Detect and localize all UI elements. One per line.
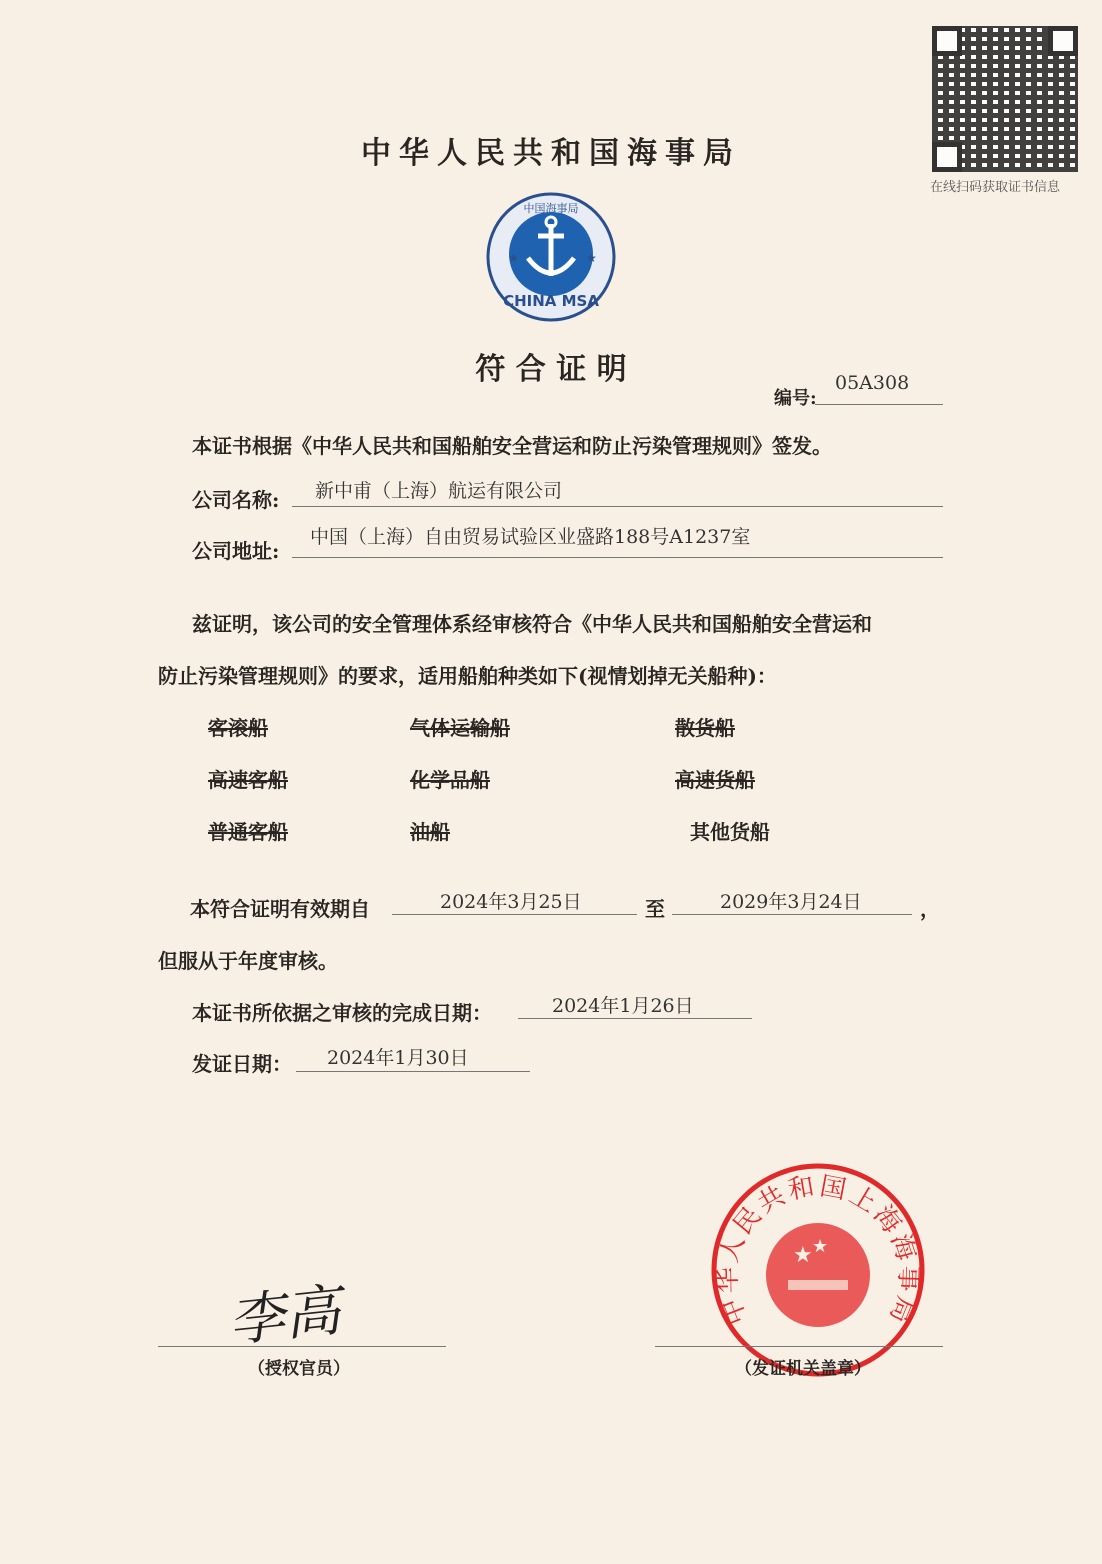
china-msa-logo [486,192,616,322]
audit-completion-date: 2024年1月26日 [552,995,694,1017]
ship-type: 其他货船 [690,820,770,844]
company-address: 中国（上海）自由贸易试验区业盛路188号A1237室 [310,526,751,548]
svg-text:★: ★ [586,251,597,265]
svg-text:★: ★ [812,1236,829,1257]
validity-suffix: 但服从于年度审核。 [158,949,338,973]
ship-type: 化学品船 [410,768,490,792]
officer-signature: 李高 [225,1278,344,1355]
ship-type: 散货船 [675,716,735,740]
valid-from-date: 2024年3月25日 [440,891,582,913]
intro-text: 本证书根据《中华人民共和国船舶安全营运和防止污染管理规则》签发。 [192,434,832,458]
qr-caption: 在线扫码获取证书信息 [930,180,1061,195]
issuing-authority: 中华人民共和国海事局 [361,136,741,171]
company-name: 新中甫（上海）航运有限公司 [315,480,563,502]
svg-text:★: ★ [508,251,519,265]
statement-line-2: 防止污染管理规则》的要求，适用船舶种类如下(视情划掉无关船种)： [158,664,777,688]
certificate-title: 符 合 证 明 [475,352,627,387]
company-address-label: 公司地址: [192,539,280,563]
issue-date-label: 发证日期： [192,1052,292,1076]
audit-date-label: 本证书所依据之审核的完成日期： [192,1001,492,1025]
ship-type: 高速客船 [208,768,288,792]
officer-caption: （授权官员） [248,1359,350,1379]
validity-to-label: 至 [645,897,665,921]
seal-text: 中华人民共和国上海海事局 [712,1171,924,1331]
validity-prefix: 本符合证明有效期自 [190,897,370,921]
valid-to-date: 2029年3月24日 [720,891,862,913]
ship-type: 高速货船 [675,768,755,792]
issue-date: 2024年1月30日 [327,1047,469,1069]
seal-caption: （发证机关盖章） [735,1359,871,1379]
number-label: 编号: [774,388,817,409]
official-seal [708,1160,928,1380]
certificate-number: 05A308 [835,372,910,394]
ship-type: 普通客船 [208,820,288,844]
logo-top-text: 中国海事局 [523,202,579,215]
ship-type: 气体运输船 [410,716,510,740]
ship-type: 油船 [410,820,450,844]
qr-code [932,26,1078,172]
svg-text:★: ★ [793,1243,813,1268]
statement-line-1: 兹证明，该公司的安全管理体系经审核符合《中华人民共和国船舶安全营运和 [192,612,872,636]
ship-type: 客滚船 [208,716,268,740]
logo-bottom-text: CHINA MSA [503,292,599,310]
validity-comma: ， [920,897,940,921]
company-name-label: 公司名称: [192,488,280,512]
